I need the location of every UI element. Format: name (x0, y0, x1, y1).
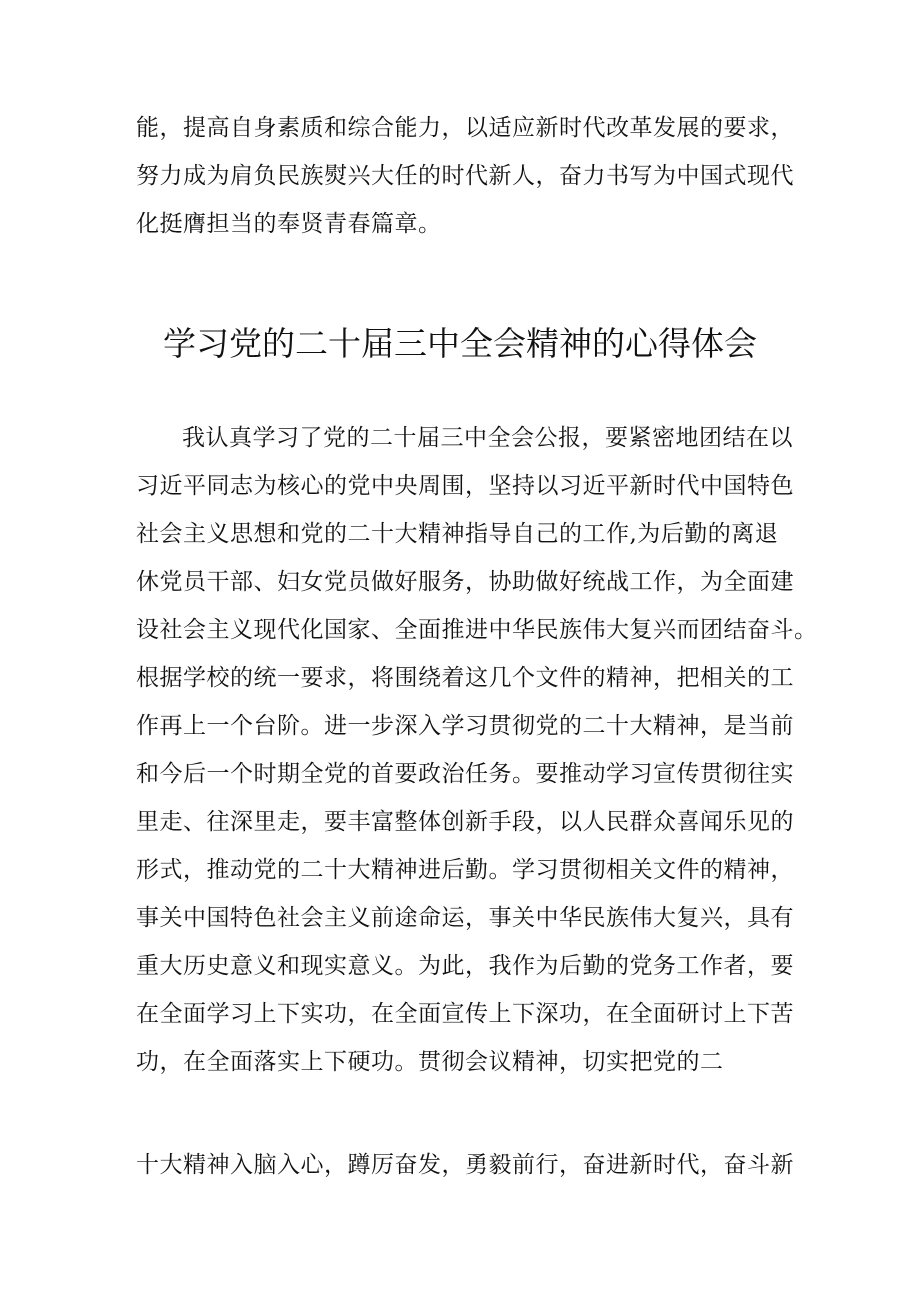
paragraph-line: 设社会主义现代化国家、全面推进中华民族伟大复兴而团结奋斗。 (136, 617, 818, 643)
paragraph-line: 十大精神入脑入心，蹲厉奋发，勇毅前行，奋进新时代，奋斗新 (136, 1152, 794, 1178)
paragraph-line: 化挺膺担当的奉贤青春篇章。 (136, 211, 442, 237)
paragraph-line: 根据学校的统一要求，将围绕着这几个文件的精神，把相关的工 (136, 665, 794, 691)
paragraph-line: 努力成为肩负民族熨兴大任的时代新人，奋力书写为中国式现代 (136, 163, 794, 189)
paragraph-line: 形式，推动党的二十大精神进后勤。学习贯彻相关文件的精神， (136, 857, 794, 883)
document-title: 学习党的二十届三中全会精神的心得体会 (163, 324, 757, 363)
paragraph-line: 里走、往深里走，要丰富整体创新手段，以人民群众喜闻乐见的 (136, 809, 794, 835)
paragraph-line: 事关中国特色社会主义前途命运，事关中华民族伟大复兴，具有 (136, 905, 794, 931)
paragraph-line: 在全面学习上下实功，在全面宣传上下深功，在全面研讨上下苦 (136, 1001, 794, 1027)
paragraph-line: 重大历史意义和现实意义。为此，我作为后勤的党务工作者，要 (136, 953, 794, 979)
paragraph-line: 休党员干部、妇女党员做好服务，协助做好统战工作，为全面建 (136, 569, 794, 595)
paragraph-line: 功，在全面落实上下硬功。贯彻会议精神，切实把党的二 (136, 1049, 724, 1075)
paragraph-line: 作再上一个台阶。进一步深入学习贯彻党的二十大精神，是当前 (136, 713, 794, 739)
paragraph-line: 我认真学习了党的二十届三中全会公报，要紧密地团结在以 (182, 425, 793, 451)
paragraph-line: 习近平同志为核心的党中央周围，坚持以习近平新时代中国特色 (136, 473, 794, 499)
paragraph-line: 能，提高自身素质和综合能力，以适应新时代改革发展的要求， (136, 115, 794, 141)
paragraph-line: 社会主义思想和党的二十大精神指导自己的工作,为后勤的离退 (136, 521, 779, 547)
paragraph-line: 和今后一个时期全党的首要政治任务。要推动学习宣传贯彻往实 (136, 761, 794, 787)
